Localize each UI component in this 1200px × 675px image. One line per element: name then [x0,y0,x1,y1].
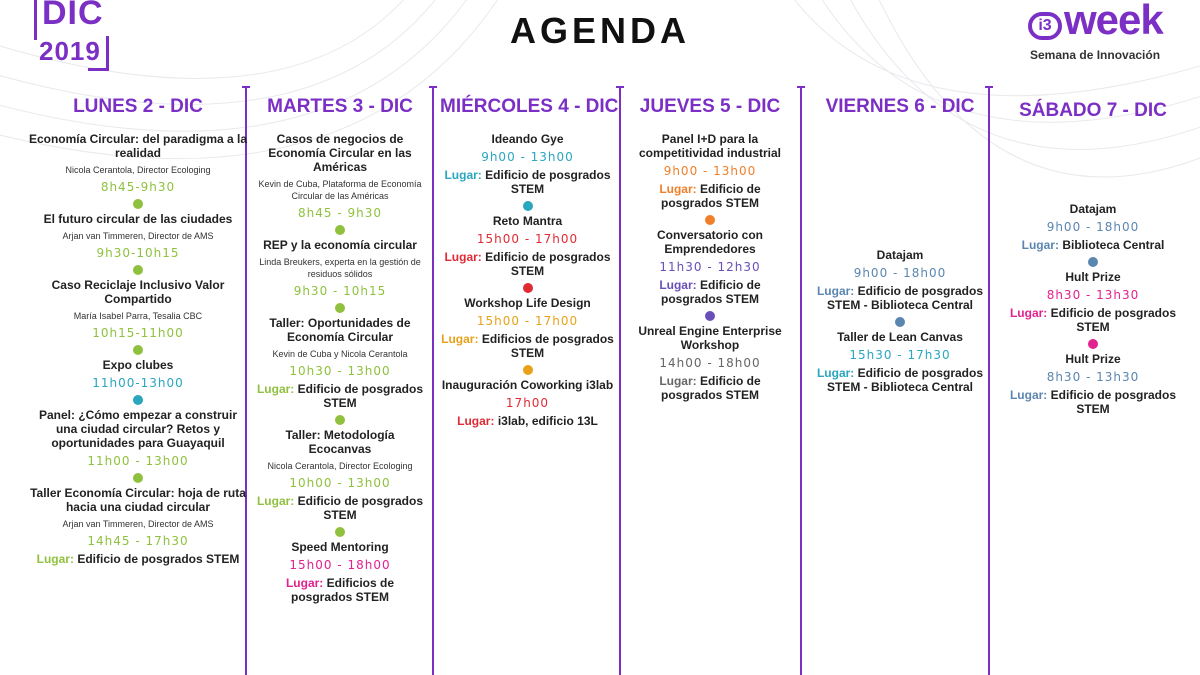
column-divider [619,86,621,675]
event-place-label: Lugar: [256,382,295,396]
day-header: VIERNES 6 - DIC [825,96,975,117]
event-place [440,250,615,278]
i3week-logo [1024,2,1184,68]
event-time: 8h30 - 13h30 [1046,288,1140,302]
event-place-label: Lugar: [1021,238,1059,252]
event-time: 10h15-11h00 [92,326,184,340]
event-place-label: Lugar: [285,576,324,590]
event-title: Unreal Engine Enterprise Workshop [638,324,782,352]
event-list [998,202,1188,416]
agenda-event [256,132,424,235]
event-time: 15h00 - 17h00 [476,314,579,328]
event-place-label: Lugar: [36,552,74,566]
column-divider [432,86,434,675]
agenda-event [256,238,424,313]
timeline-dot-icon [335,527,345,537]
timeline-dot-icon [133,345,143,355]
event-title: El futuro circular de las ciudades [43,212,233,226]
event-time: 15h00 - 18h00 [289,558,391,572]
logo-i3-badge: i3 [1028,12,1062,40]
event-place-value: Edificio de posgrados STEM [485,168,611,196]
event-place-label: Lugar: [441,332,479,346]
event-time: 9h00 - 13h00 [663,164,757,178]
event-place [630,182,790,210]
event-place-value: Edificio de posgrados STEM [1050,306,1177,334]
agenda-event [28,408,248,483]
timeline-dot-icon [133,395,143,405]
timeline-dot-icon [523,365,533,375]
day-column-sabado [998,96,1188,418]
timeline-dot-icon [523,283,533,293]
event-place [630,278,790,306]
event-speaker: Kevin de Cuba, Plataforma de Economía Circular de las Américas [258,179,422,201]
event-title: Taller: Metodología Ecocanvas [285,428,395,456]
event-title: Reto Mantra [492,214,563,228]
event-title: Economía Circular: del paradigma a la realidad [28,132,248,160]
agenda-event [998,352,1188,416]
event-time: 9h30 - 10h15 [293,284,387,298]
logo-subtitle: Semana de Innovación [1030,48,1161,62]
logo-year-text: 2019 [39,36,101,66]
event-list [440,132,615,428]
event-speaker: María Isabel Parra, Tesalia CBC [73,311,203,321]
agenda-event [630,228,790,321]
event-place [256,382,424,410]
agenda-event [28,212,248,275]
event-place-label: Lugar: [816,284,855,298]
agenda-event [812,330,988,394]
day-column-miercoles [440,96,619,430]
agenda-event [440,378,615,428]
event-place-value: Edificios de posgrados STEM [290,576,395,604]
day-header: MARTES 3 - DIC [267,96,413,117]
agenda-event [998,270,1188,349]
event-title: Taller de Lean Canvas [837,330,963,344]
event-place-value: Biblioteca Central [1062,238,1165,252]
event-time: 8h45-9h30 [100,180,176,194]
day-column-lunes [28,96,248,568]
event-list [812,248,988,394]
day-column-viernes [812,96,988,396]
event-place-value: Edificio de posgrados STEM [297,494,424,522]
day-column-martes [256,96,424,606]
event-speaker: Nicola Cerantola, Director Ecologing [65,165,211,175]
event-place [812,284,988,312]
event-time: 9h30-10h15 [96,246,180,260]
event-place-value: i3lab, edificio 13L [497,414,598,428]
agenda-event [28,358,248,405]
event-place [812,366,988,394]
logo-week-word: week [1064,0,1163,43]
event-place [630,374,790,402]
event-place-label: Lugar: [444,168,482,182]
event-time: 11h00-13h00 [92,376,184,390]
event-place [440,414,615,428]
day-header: JUEVES 5 - DIC [639,96,781,117]
event-title: Datajam [1069,202,1117,216]
agenda-event [440,214,615,293]
event-title: Expo clubes [102,358,174,372]
day-header: LUNES 2 - DIC [73,96,203,117]
event-speaker: Kevin de Cuba y Nicola Cerantola [272,349,408,359]
event-place-value: Edificios de posgrados STEM [481,332,614,360]
event-speaker: Arjan van Timmeren, Director de AMS [62,519,214,529]
agenda-event [28,132,248,209]
event-time: 8h30 - 13h30 [1046,370,1140,384]
event-place [440,168,615,196]
event-place-value: Edificio de posgrados STEM [1050,388,1177,416]
agenda-event [28,278,248,355]
event-time: 11h30 - 12h30 [659,260,761,274]
event-time: 9h00 - 18h00 [1046,220,1140,234]
event-title: REP y la economía circular [263,238,417,252]
event-title: Caso Reciclaje Inclusivo Valor Compartido [51,278,225,306]
event-place-value: Edificio de posgrados STEM [485,250,611,278]
agenda-event [630,324,790,402]
event-place-label: Lugar: [444,250,482,264]
timeline-dot-icon [1088,339,1098,349]
event-list [256,132,424,604]
day-header: SÁBADO 7 - DIC [1019,100,1167,121]
event-time: 14h00 - 18h00 [659,356,761,370]
event-place-value: Edificio de posgrados STEM [660,182,761,210]
event-place-value: Edificio de posgrados STEM - Biblioteca Central [826,284,984,312]
event-list [630,132,790,402]
column-divider [800,86,802,675]
event-time: 10h00 - 13h00 [289,476,391,490]
event-speaker: Arjan van Timmeren, Director de AMS [62,231,214,241]
event-place-label: Lugar: [659,182,697,196]
agenda-event [440,296,615,375]
event-time: 14h45 - 17h30 [87,534,189,548]
event-place-label: Lugar: [1009,306,1048,320]
event-place-value: Edificio de posgrados STEM [297,382,424,410]
event-time: 11h00 - 13h00 [87,454,189,468]
event-time: 15h30 - 17h30 [849,348,951,362]
event-title: Inauguración Coworking i3lab [441,378,614,392]
event-place-label: Lugar: [659,374,697,388]
event-title: Taller: Oportunidades de Economía Circular [269,316,411,344]
event-place [998,238,1188,252]
event-title: Conversatorio con Emprendedores [656,228,764,256]
event-title: Casos de negocios de Economía Circular en las Américas [268,132,412,174]
event-title: Hult Prize [1065,352,1121,366]
timeline-dot-icon [705,215,715,225]
timeline-dot-icon [335,415,345,425]
event-time: 15h00 - 17h00 [476,232,579,246]
timeline-dot-icon [335,303,345,313]
timeline-dot-icon [705,311,715,321]
day-header: MIÉRCOLES 4 - DIC [440,96,619,117]
event-place-value: Edificio de posgrados STEM [660,374,761,402]
agenda-event [812,248,988,327]
event-place-label: Lugar: [457,414,495,428]
timeline-dot-icon [523,201,533,211]
event-place-value: Edificio de posgrados STEM - Biblioteca Central [826,366,984,394]
timeline-dot-icon [895,317,905,327]
event-place-label: Lugar: [816,366,855,380]
event-time: 10h30 - 13h00 [289,364,391,378]
agenda-event [630,132,790,225]
event-title: Panel I+D para la competitividad industrial [638,132,782,160]
event-time: 17h00 [505,396,550,410]
agenda-event [256,428,424,537]
event-place-label: Lugar: [256,494,295,508]
event-title: Workshop Life Design [464,296,591,310]
agenda-event [256,540,424,604]
agenda-event [440,132,615,211]
event-title: Hult Prize [1065,270,1121,284]
timeline-dot-icon [133,473,143,483]
logo-dic-text: DIC [42,0,104,32]
event-time: 9h00 - 13h00 [481,150,574,164]
event-place-value: Edificio de posgrados STEM [77,552,240,566]
event-title: Ideando Gye [491,132,564,146]
event-place-label: Lugar: [1009,388,1048,402]
event-title: Panel: ¿Cómo empezar a construir una ciudad circular? Retos y oportunidades para Guayaquil [38,408,238,450]
event-speaker: Linda Breukers, experta en la gestión de residuos sólidos [259,257,421,279]
event-time: 9h00 - 18h00 [853,266,947,280]
event-title: Taller Economía Circular: hoja de ruta hacia una ciudad circular [30,486,246,514]
event-place-value: Edificio de posgrados STEM [660,278,761,306]
event-place [440,332,615,360]
event-place-label: Lugar: [659,278,697,292]
timeline-dot-icon [1088,257,1098,267]
event-place [256,576,424,604]
event-title: Speed Mentoring [291,540,389,554]
event-place [256,494,424,522]
column-divider [988,86,990,675]
event-time: 8h45 - 9h30 [298,206,382,220]
timeline-dot-icon [335,225,345,235]
agenda-event [998,202,1188,267]
agenda-event [28,486,248,566]
event-speaker: Nicola Cerantola, Director Ecologing [267,461,413,471]
page-title: AGENDA [509,10,690,51]
event-place [998,388,1188,416]
event-list [28,132,248,566]
day-column-jueves [630,96,790,404]
event-place [998,306,1188,334]
agenda-event [256,316,424,425]
event-title: Datajam [876,248,924,262]
timeline-dot-icon [133,265,143,275]
event-place [28,552,248,566]
timeline-dot-icon [133,199,143,209]
